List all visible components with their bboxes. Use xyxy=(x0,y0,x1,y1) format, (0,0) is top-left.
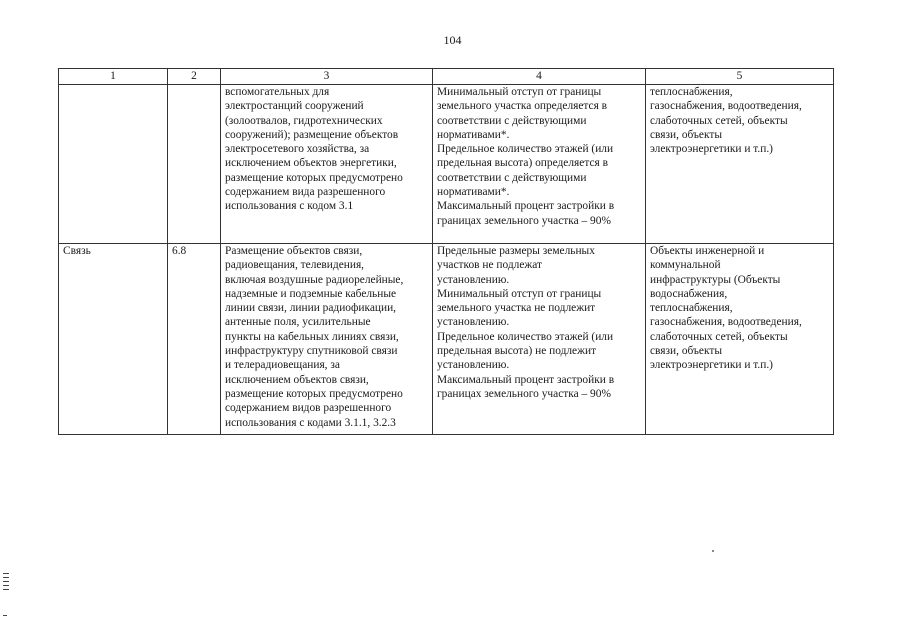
column-header-4: 4 xyxy=(433,69,646,85)
table-row xyxy=(59,244,834,435)
page-number: 104 xyxy=(443,33,462,47)
table-header-row xyxy=(59,69,834,85)
use-description-cell: вспомогательных для электростанций сооружений (золоотвалов, гидротехнических сооружений); размещение объектов электросетевого хозяйства, за исключением объектов энергетики, размещение которых предусмотрено содержанием вида разрешенного использования с кодом 3.1 xyxy=(221,85,433,244)
column-header-5: 5 xyxy=(646,69,834,85)
use-name-cell xyxy=(59,85,168,244)
parameters-cell: Минимальный отступ от границы земельного участка определяется в соответствии с действующими нормативами*. Предельное количество этажей (или предельная высота) определяется в соответствии с действующими нормативами*. Максимальный процент застройки в границах земельного участка – 90% xyxy=(433,85,646,244)
column-header-3: 3 xyxy=(221,69,433,85)
use-name-cell: Связь xyxy=(59,244,168,435)
objects-cell: Объекты инженерной и коммунальной инфраструктуры (Объекты водоснабжения, теплоснабжения, газоснабжения, водоотведения, слаботочных сетей, объекты связи, объекты электроэнергетики и т.п.) xyxy=(646,244,834,435)
table-row xyxy=(59,85,834,244)
column-header-2: 2 xyxy=(168,69,221,85)
column-header-1: 1 xyxy=(59,69,168,85)
use-description-cell: Размещение объектов связи, радиовещания, телевидения, включая воздушные радиорелейные, надземные и подземные кабельные линии связи, линии радиофикации, антенные поля, усилительные пункты на кабельных линиях связи, инфраструктуру спутниковой связи и телерадиовещания, за исключением объектов связи, размещение которых предусмотрено содержанием видов разрешенного использования с кодами 3.1.1, 3.2.3 xyxy=(221,244,433,435)
parameters-cell: Предельные размеры земельных участков не подлежат установлению. Минимальный отступ от границы земельного участка не подлежит установлению. Предельное количество этажей (или предельная высота) не подлежит установлению. Максимальный процент застройки в границах земельного участка – 90% xyxy=(433,244,646,435)
use-code-cell xyxy=(168,85,221,244)
objects-cell: теплоснабжения, газоснабжения, водоотведения, слаботочных сетей, объекты связи, объекты электроэнергетики и т.п.) xyxy=(646,85,834,244)
land-use-table xyxy=(58,68,834,435)
use-code-cell: 6.8 xyxy=(168,244,221,435)
